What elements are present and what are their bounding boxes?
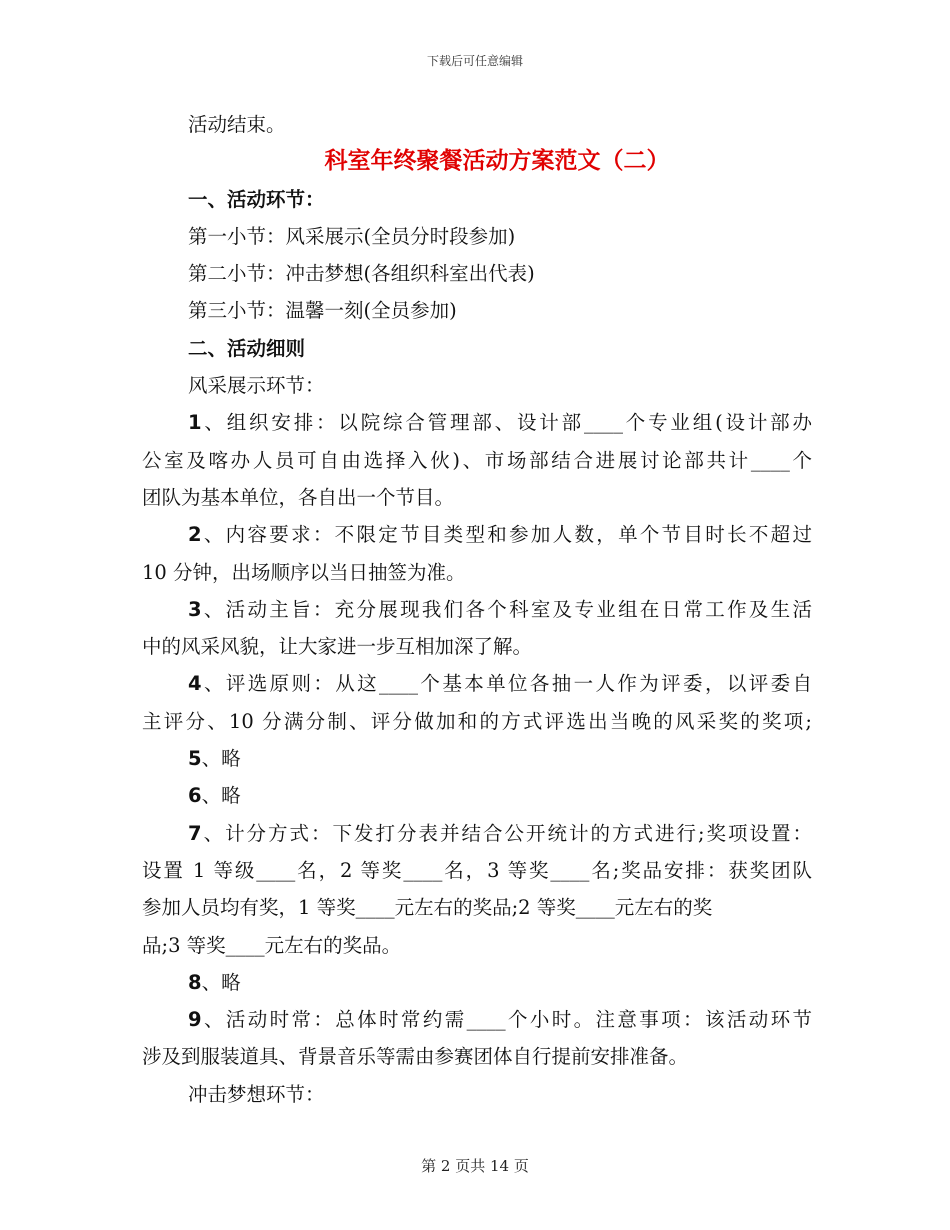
- paragraph-9-line-1: [142, 1001, 812, 1038]
- paragraph-3-line-1: [142, 591, 812, 628]
- paragraph-1-line-2: 公室及喀办人员可自由选择入伙)、市场部结合进展讨论部共计____个: [142, 448, 812, 472]
- paragraph-6-text: 、略: [201, 784, 241, 808]
- paragraph-2-number: 2: [188, 523, 202, 547]
- paragraph-3-line-2: 中的风采风貌，让大家进一步互相加深了解。: [142, 635, 533, 659]
- paragraph-7-number: 7: [188, 821, 202, 845]
- paragraph-5-text: 、略: [201, 747, 241, 771]
- page-footer: 第 2 页共 14 页: [421, 1157, 529, 1175]
- paragraph-7-line-1: [142, 815, 812, 852]
- section1-item-3: 第三小节：温馨一刻(全员参加): [188, 299, 457, 323]
- paragraph-7-text: 、计分方式：下发打分表并结合公开统计的方式进行;奖项设置：: [201, 821, 812, 845]
- section1-item-1: 第一小节：风采展示(全员分时段参加): [188, 224, 516, 248]
- subsection-dream-heading: 冲击梦想环节：: [188, 1082, 325, 1106]
- section1-item-2: 第二小节：冲击梦想(各组织科室出代表): [188, 262, 535, 286]
- section1-heading: 一、活动环节：: [188, 187, 325, 211]
- paragraph-2-line-1: [142, 516, 812, 553]
- paragraph-1-text: 、组织安排：以院综合管理部、设计部____个专业组(设计部办: [201, 411, 812, 435]
- subsection-showcase-heading: 风采展示环节：: [188, 374, 325, 398]
- paragraph-4-text: 、评选原则：从这____个基本单位各抽一人作为评委，以评委自: [201, 672, 812, 696]
- paragraph-2-line-2: 10 分钟，出场顺序以当日抽签为准。: [142, 560, 466, 584]
- paragraph-1-number: 1: [188, 411, 202, 435]
- paragraph-3-number: 3: [188, 597, 202, 621]
- paragraph-2-text: 、内容要求：不限定节目类型和参加人数，单个节目时长不超过: [201, 523, 812, 547]
- paragraph-6-number: 6: [188, 784, 202, 808]
- paragraph-5-number: 5: [188, 747, 202, 771]
- document-body: [142, 106, 812, 1113]
- paragraph-5: [142, 740, 812, 777]
- intro-end-text: 活动结束。: [188, 113, 286, 136]
- paragraph-9-line-2: 涉及到服装道具、背景音乐等需由参赛团体自行提前安排准备。: [142, 1045, 689, 1069]
- paragraph-4-line-1: [142, 665, 812, 702]
- paragraph-8-text: 、略: [201, 970, 241, 994]
- paragraph-4-line-2: 主评分、10 分满分制、评分做加和的方式评选出当晚的风采奖的奖项;: [142, 709, 812, 733]
- page-header: 下载后可任意编辑: [426, 54, 523, 68]
- paragraph-9-number: 9: [188, 1008, 202, 1032]
- paragraph-8-number: 8: [188, 970, 202, 994]
- document-title: 科室年终聚餐活动方案范文（二）: [324, 148, 670, 175]
- paragraph-7-line-4: 品;3 等奖____元左右的奖品。: [142, 933, 402, 957]
- paragraph-1-line-3: 团队为基本单位，各自出一个节目。: [142, 485, 455, 509]
- paragraph-4-number: 4: [188, 672, 202, 696]
- paragraph-7-line-2: 设置 1 等级____名，2 等奖____名，3 等奖____名;奖品安排：获奖团队: [142, 858, 812, 882]
- paragraph-9-text: 、活动时常：总体时常约需____个小时。注意事项：该活动环节: [201, 1008, 812, 1032]
- paragraph-3-text: 、活动主旨：充分展现我们各个科室及专业组在日常工作及生活: [201, 597, 812, 621]
- paragraph-1-line-1: [142, 404, 812, 441]
- section2-heading: 二、活动细则: [188, 336, 306, 360]
- paragraph-6: [142, 777, 812, 814]
- paragraph-8: [142, 964, 812, 1001]
- paragraph-7-line-3: 参加人员均有奖，1 等奖____元左右的奖品;2 等奖____元左右的奖: [142, 896, 713, 920]
